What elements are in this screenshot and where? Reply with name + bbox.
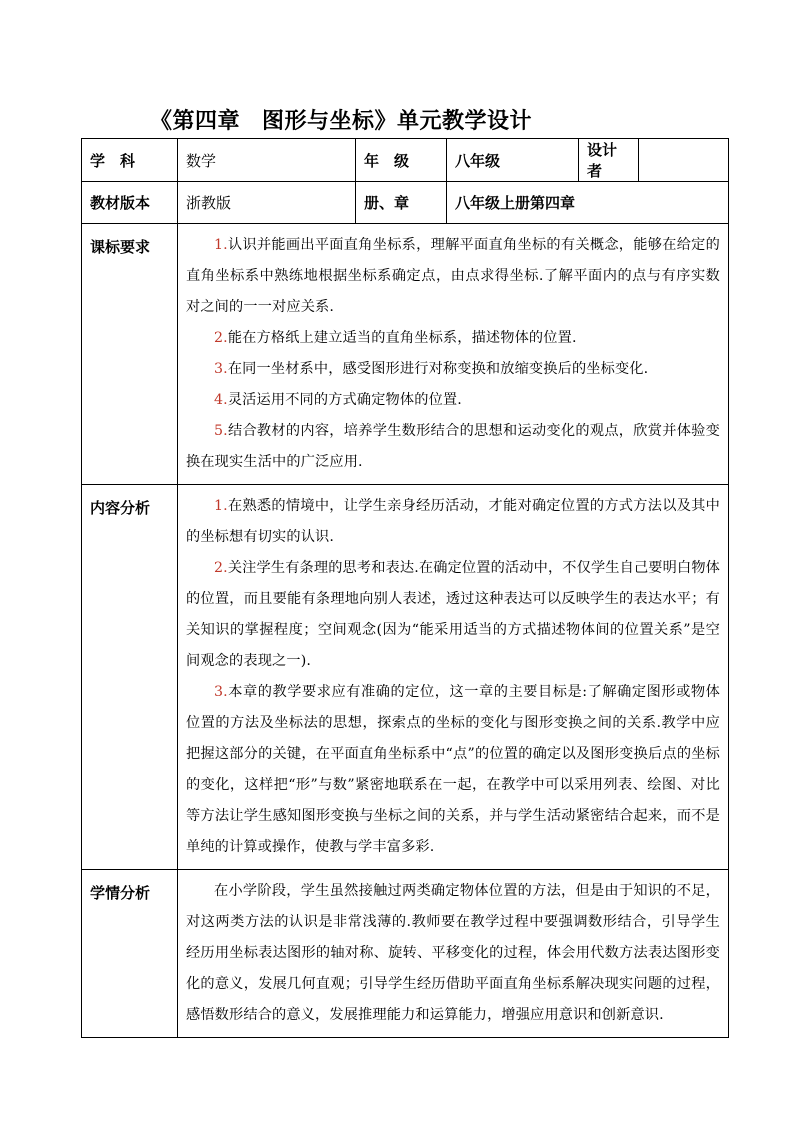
content-item: 2.关注学生有条理的思考和表达.在确定位置的活动中，不仅学生自己要明白物体的位置，而且要能有条理地向别人表述，透过这种表达可以反映学生的表达水平；有关知识的掌握程度；空间观念(因为“能采用适当的方式描述物体间的位置关系”是空间观念的表现之一).	[186, 560, 720, 669]
curriculum-item: 4.灵活运用不同的方式确定物体的位置.	[214, 392, 462, 408]
header-row-1	[82, 139, 729, 182]
curriculum-item: 3.在同一坐材系中，感受图形进行对称变换和放缩变换后的坐标变化.	[214, 361, 649, 377]
curriculum-label: 课标要求	[82, 224, 178, 485]
learner-label: 学情分析	[82, 870, 178, 1038]
edition-label: 教材版本	[82, 182, 178, 224]
learner-row	[82, 870, 729, 1038]
grade-value: 八年级	[447, 139, 579, 182]
edition-value: 浙教版	[178, 182, 356, 224]
volume-value: 八年级上册第四章	[447, 182, 729, 224]
content-label: 内容分析	[82, 485, 178, 870]
content-item: 3.本章的教学要求应有准确的定位，这一章的主要目标是:了解确定图形或物体位置的方法及坐标法的思想，探索点的坐标的变化与图形变换之间的关系.教学中应把握这部分的关键，在平面直角坐标系中“点”的位置的确定以及图形变换后点的坐标的变化，这样把“形”与数”紧密地联系在一起，在教学中可以采用列表、绘图、对比等方法让学生感知图形变换与坐标之间的关系，并与学生活动紧密结合起来，而不是单纯的计算或操作，使教与学丰富多彩.	[186, 684, 720, 855]
header-row-2	[82, 182, 729, 224]
document-title	[150, 104, 650, 135]
lesson-design-table	[81, 138, 729, 1038]
title-part-2: 图形与坐标》单元教学设计	[262, 108, 533, 134]
curriculum-content	[178, 224, 729, 485]
grade-label: 年 级	[356, 139, 447, 182]
designer-value	[639, 139, 729, 182]
subject-label: 学 科	[82, 139, 178, 182]
content-item: 1.在熟悉的情境中，让学生亲身经历活动，才能对确定位置的方式方法以及其中的坐标想有切实的认识.	[186, 498, 720, 545]
subject-value: 数学	[178, 139, 356, 182]
learner-analysis	[178, 870, 729, 1038]
curriculum-item: 2.能在方格纸上建立适当的直角坐标系，描述物体的位置.	[214, 330, 577, 346]
volume-label: 册、章	[356, 182, 447, 224]
content-analysis	[178, 485, 729, 870]
designer-label: 设计者	[579, 139, 639, 182]
curriculum-row	[82, 224, 729, 485]
curriculum-item: 1.认识并能画出平面直角坐标系，理解平面直角坐标的有关概念，能够在给定的直角坐标系中熟练地根据坐标系确定点，由点求得坐标.了解平面内的点与有序实数对之间的一一对应关系.	[186, 237, 720, 315]
title-part-1: 《第四章	[150, 108, 241, 134]
curriculum-item: 5.结合教材的内容，培养学生数形结合的思想和运动变化的观点，欣赏并体验变换在现实生活中的广泛应用.	[186, 423, 720, 470]
learner-text: 在小学阶段，学生虽然接触过两类确定物体位置的方法，但是由于知识的不足，对这两类方法的认识是非常浅薄的.教师要在教学过程中要强调数形结合，引导学生经历用坐标表达图形的轴对称、旋转、平移变化的过程，体会用代数方法表达图形变化的意义，发展几何直观；引导学生经历借助平面直角坐标系解决现实问题的过程，感悟数形结合的意义，发展推理能力和运算能力，增强应用意识和创新意识.	[186, 883, 720, 1023]
content-row	[82, 485, 729, 870]
